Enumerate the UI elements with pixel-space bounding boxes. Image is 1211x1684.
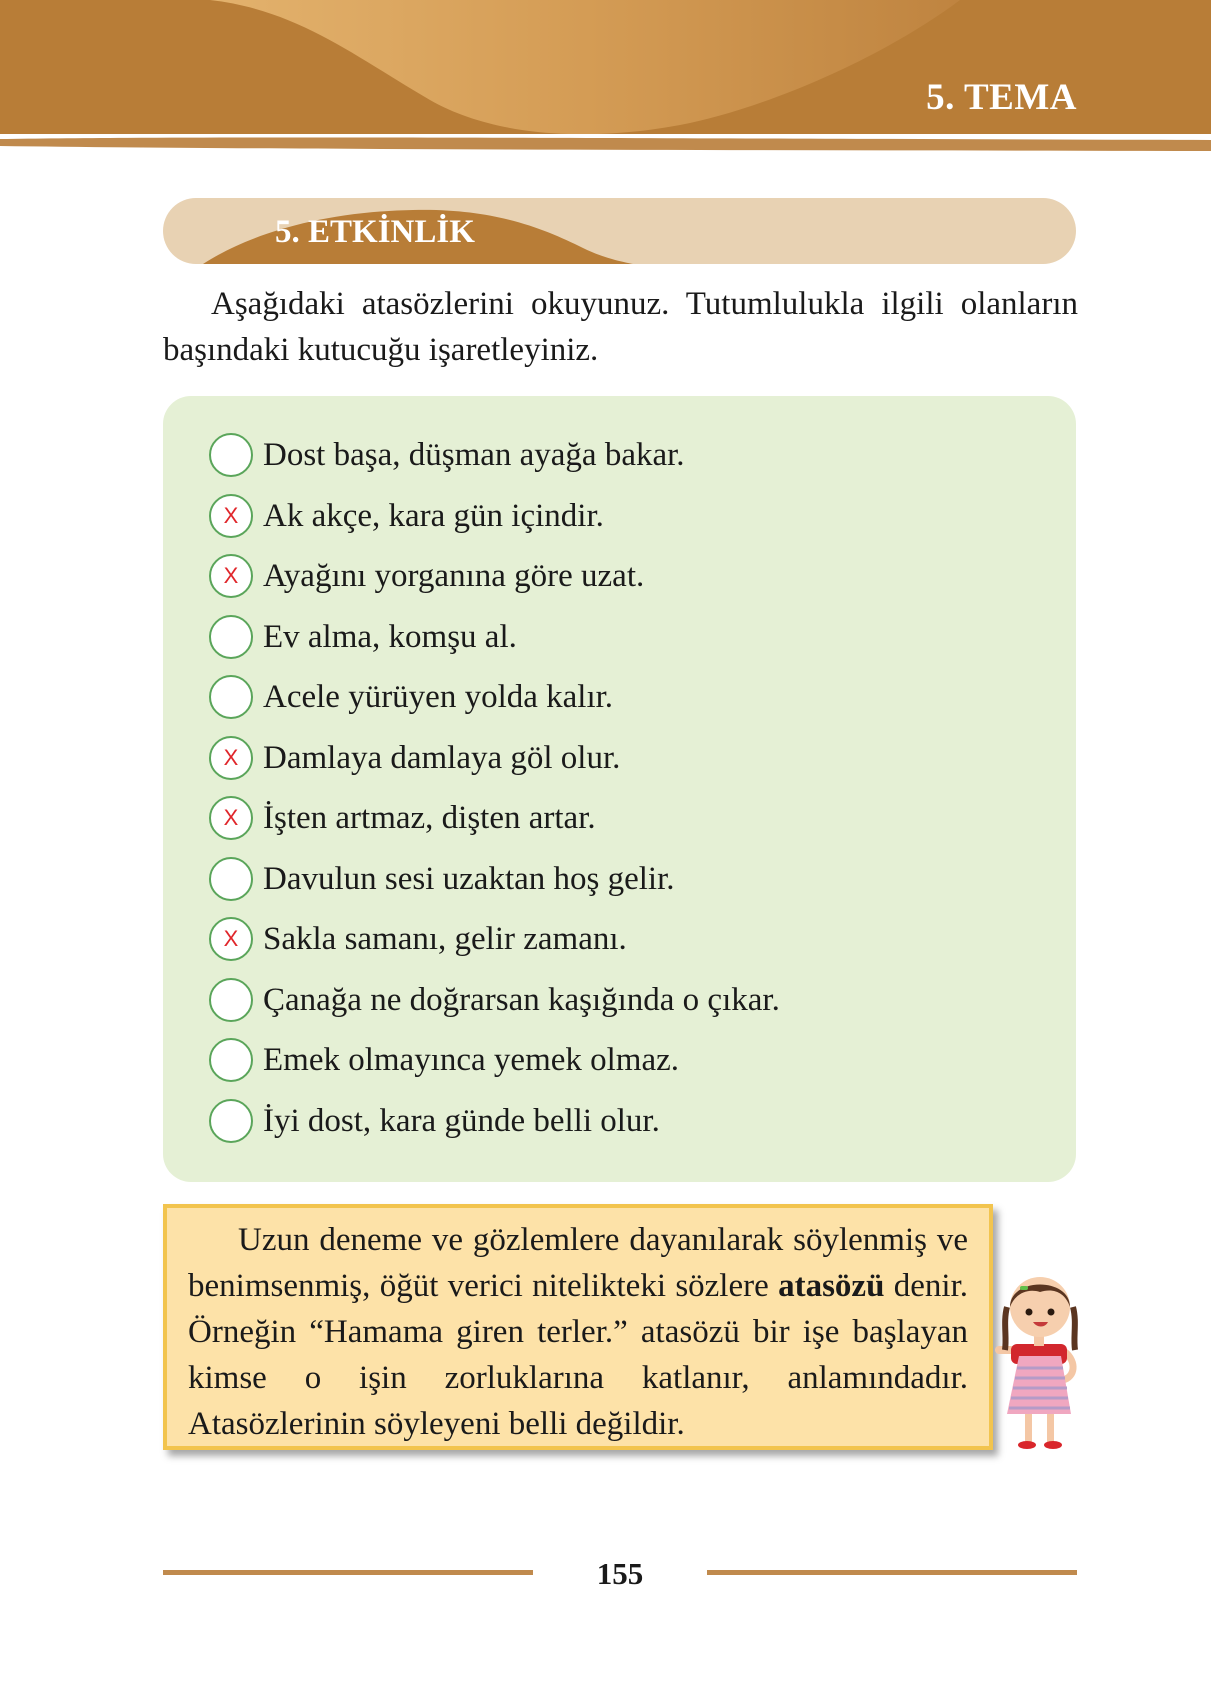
answer-checkbox[interactable] bbox=[209, 1038, 253, 1082]
proverb-item[interactable] bbox=[209, 491, 604, 541]
proverb-text: Damlaya damlaya göl olur. bbox=[263, 739, 621, 776]
proverb-list-panel bbox=[163, 396, 1076, 1182]
proverb-item[interactable] bbox=[209, 672, 613, 722]
proverb-text: Davulun sesi uzaktan hoş gelir. bbox=[263, 860, 675, 897]
girl-illustration-icon bbox=[995, 1262, 1085, 1452]
proverb-item[interactable] bbox=[209, 975, 780, 1025]
proverb-text: Ev alma, komşu al. bbox=[263, 618, 517, 655]
definition-text-end: denir. Örneğin “Hamama giren terler.” atasözü bir işe başlayan kimse o işin zorluklarına katlanır, anlamındadır. Atasözlerinin söyleyeni belli değildir. bbox=[188, 1268, 969, 1442]
footer-line-right bbox=[707, 1570, 1077, 1575]
activity-title: 5. ETKİNLİK bbox=[275, 214, 475, 250]
page-number: 155 bbox=[596, 1556, 644, 1591]
definition-text-start: Uzun deneme ve gözlemlere dayanılarak söylenmiş ve benimsenmiş, öğüt verici nitelikteki sözlere bbox=[188, 1222, 968, 1304]
proverb-text: Ak akçe, kara gün içindir. bbox=[263, 497, 604, 534]
answer-checkbox[interactable] bbox=[209, 857, 253, 901]
activity-title-bar bbox=[163, 198, 1076, 264]
answer-checkbox-checked-x-icon[interactable]: X bbox=[209, 494, 253, 538]
proverb-item[interactable] bbox=[209, 1035, 679, 1085]
instructions-paragraph bbox=[163, 281, 1078, 373]
theme-label: 5. TEMA bbox=[926, 77, 1077, 118]
answer-checkbox-checked-x-icon[interactable]: X bbox=[209, 796, 253, 840]
answer-checkbox-checked-x-icon[interactable]: X bbox=[209, 554, 253, 598]
answer-checkbox-checked-x-icon[interactable]: X bbox=[209, 917, 253, 961]
answer-checkbox-checked-x-icon[interactable]: X bbox=[209, 736, 253, 780]
answer-checkbox[interactable] bbox=[209, 978, 253, 1022]
instructions-text: Aşağıdaki atasözlerini okuyunuz. Tutumlulukla ilgili olanların başındaki kutucuğu işaretleyiniz. bbox=[163, 286, 1078, 368]
proverb-text: Sakla samanı, gelir zamanı. bbox=[263, 920, 627, 957]
footer-line-left bbox=[163, 1570, 533, 1575]
answer-checkbox[interactable] bbox=[209, 615, 253, 659]
header-stripe-decoration bbox=[0, 134, 1211, 156]
proverb-text: Ayağını yorganına göre uzat. bbox=[263, 557, 645, 594]
answer-checkbox[interactable] bbox=[209, 675, 253, 719]
answer-checkbox[interactable] bbox=[209, 433, 253, 477]
proverb-item[interactable] bbox=[209, 733, 620, 783]
proverb-item[interactable] bbox=[209, 1096, 660, 1146]
proverb-text: İyi dost, kara günde belli olur. bbox=[263, 1102, 660, 1139]
proverb-text: Çanağa ne doğrarsan kaşığında o çıkar. bbox=[263, 981, 780, 1018]
proverb-item[interactable] bbox=[209, 854, 675, 904]
answer-checkbox[interactable] bbox=[209, 1099, 253, 1143]
proverb-item[interactable] bbox=[209, 612, 517, 662]
proverb-text: Dost başa, düşman ayağa bakar. bbox=[263, 436, 685, 473]
proverb-item[interactable] bbox=[209, 551, 644, 601]
chapter-header bbox=[0, 0, 1211, 134]
definition-info-box bbox=[163, 1204, 993, 1450]
proverb-text: Acele yürüyen yolda kalır. bbox=[263, 678, 614, 715]
proverb-item[interactable] bbox=[209, 430, 685, 480]
proverb-text: İşten artmaz, dişten artar. bbox=[263, 799, 596, 836]
definition-bold-term: atasözü bbox=[778, 1268, 885, 1304]
proverb-item[interactable] bbox=[209, 914, 627, 964]
proverb-item[interactable] bbox=[209, 793, 596, 843]
proverb-text: Emek olmayınca yemek olmaz. bbox=[263, 1041, 680, 1078]
